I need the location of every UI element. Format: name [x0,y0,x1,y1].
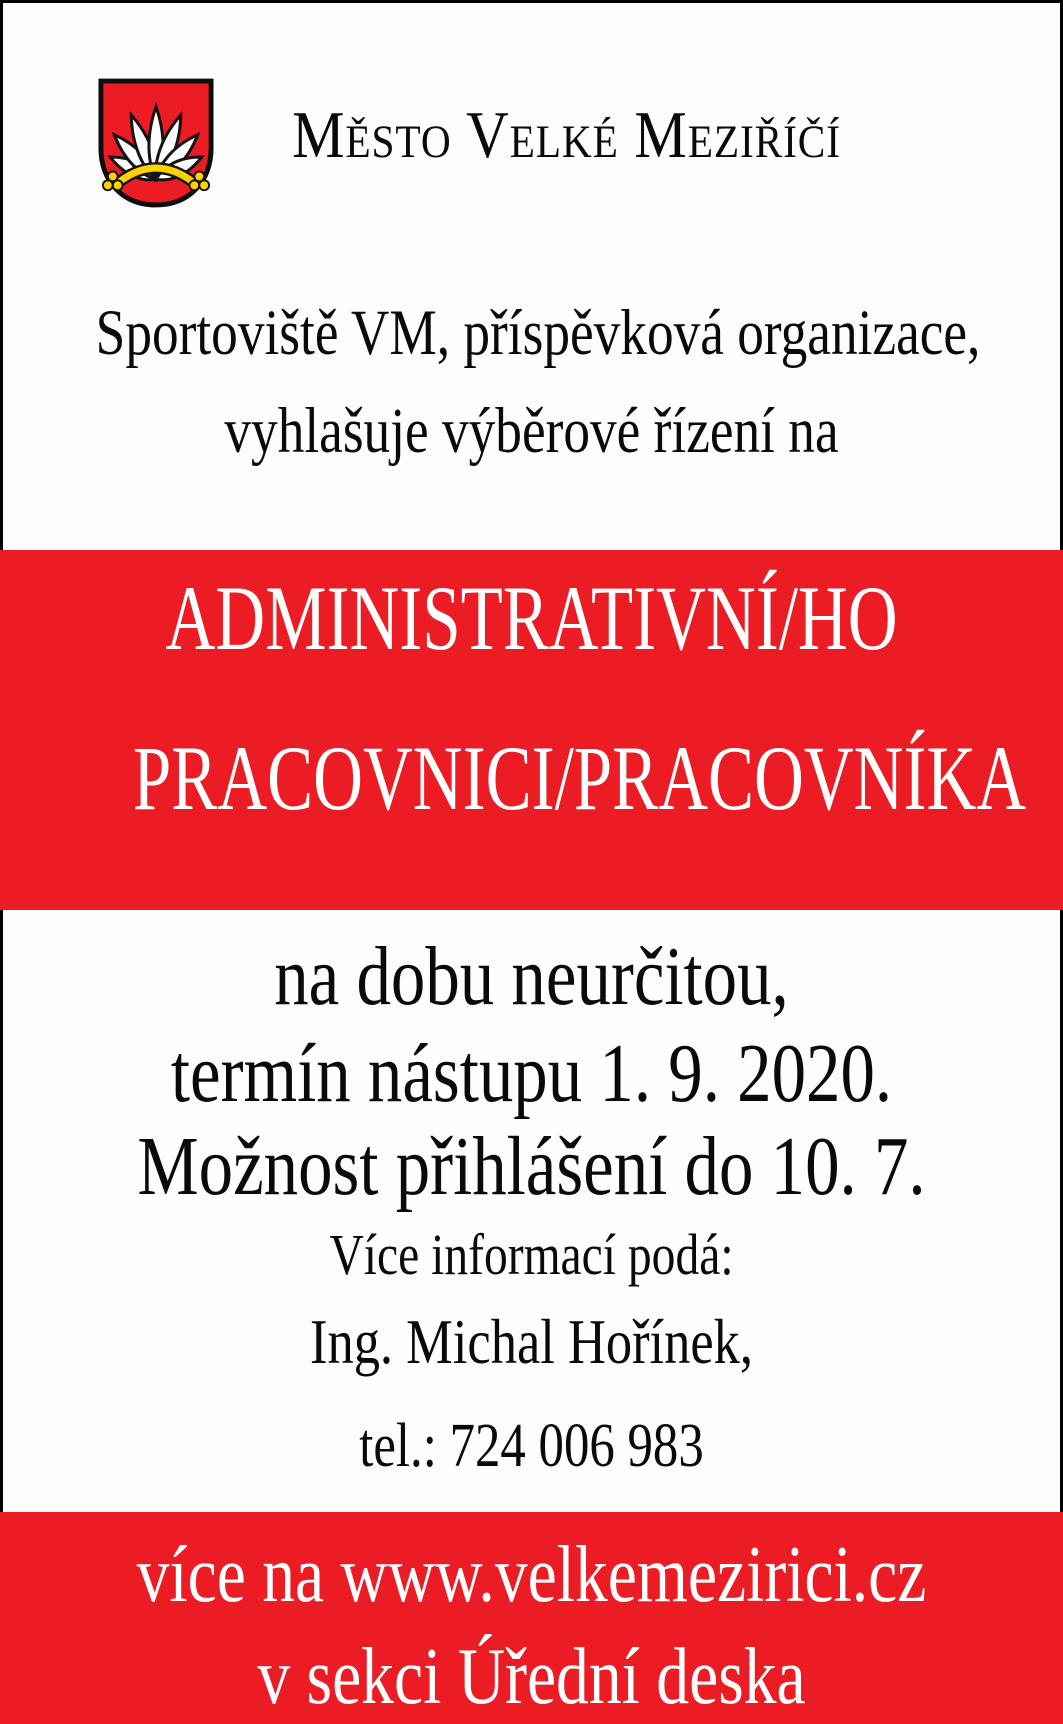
detail-contact-phone: tel.: 724 006 983 [359,1412,704,1480]
position-title-line-2: PRACOVNICI/PRACOVNÍKA [132,727,1027,829]
detail-application-deadline: Možnost přihlášení do 10. 7. [137,1120,926,1213]
detail-start-date: termín nástupu 1. 9. 2020. [170,1027,893,1120]
intro-line-announcement: vyhlašuje výběrové řízení na [224,395,839,467]
velke-mezirici-coat-of-arms-icon [97,76,215,210]
detail-more-info-label: Více informací podá: [329,1222,734,1287]
intro-line-organization: Sportoviště VM, příspěvková organizace, [95,297,981,369]
position-banner [0,550,1063,910]
detail-contact-name: Ing. Michal Hořínek, [309,1306,754,1377]
detail-contract-duration: na dobu neurčitou, [274,930,789,1023]
position-title-line-1: ADMINISTRATIVNÍ/HO [165,567,898,669]
footer-section-line: v sekci Úřední deska [257,1633,806,1721]
city-title: Město Velké Meziříčí [292,98,841,172]
footer-website-line: více na www.velkemezirici.cz [136,1531,927,1619]
footer-banner [0,1512,1063,1724]
